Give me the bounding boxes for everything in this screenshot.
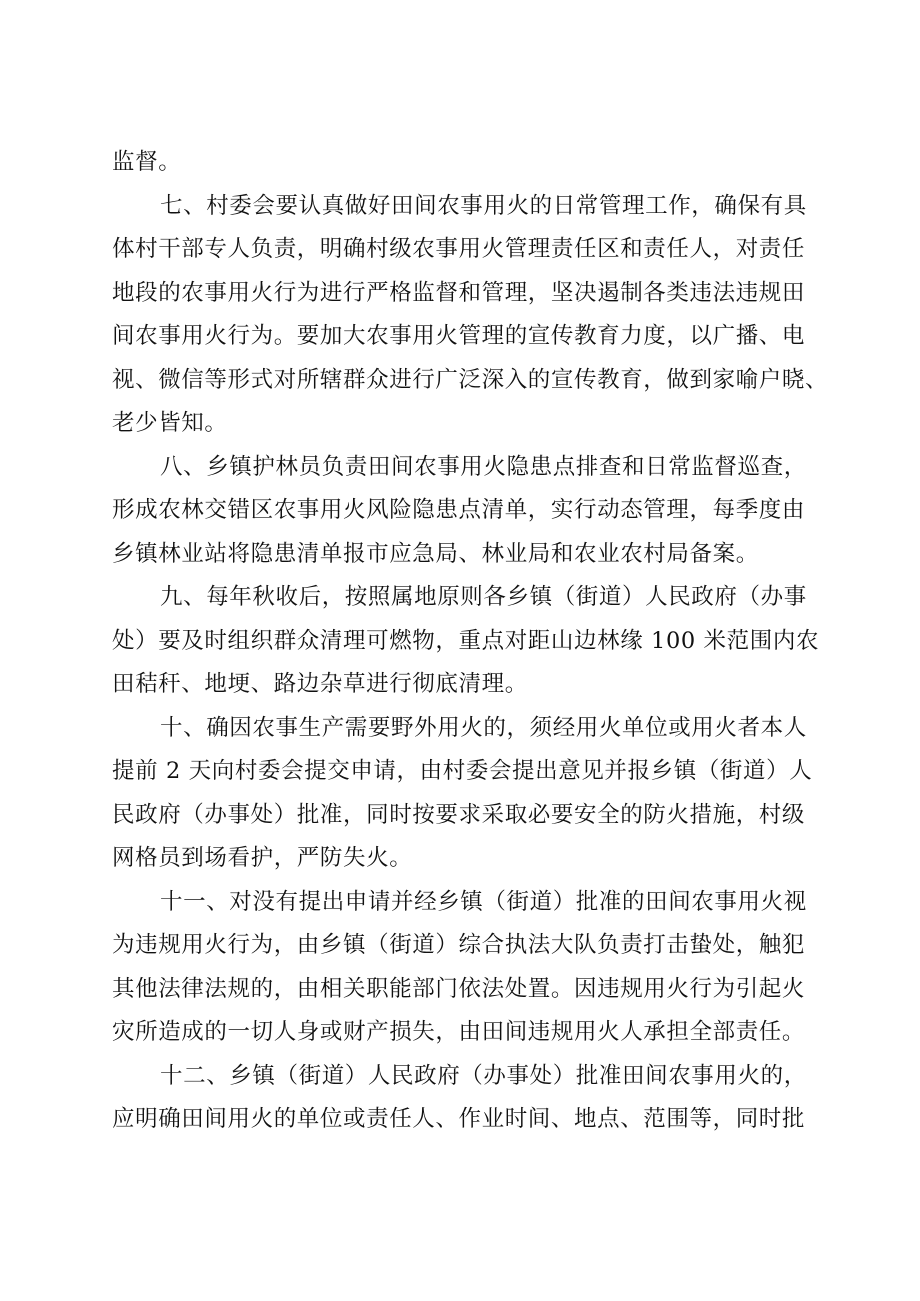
- text-line: 其他法律法规的，由相关职能部门依法处置。因违规用火行为引起火: [112, 975, 806, 1002]
- document-body: [112, 141, 829, 1142]
- text-line: 应明确田间用火的单位或责任人、作业时间、地点、范围等，同时批: [112, 1106, 806, 1132]
- paragraph-9-line: 九、每年秋收后，按照属地原则各乡镇（街道）人民政府（办事: [160, 584, 807, 610]
- text-line: 网格员到场看护，严防失火。: [112, 845, 413, 871]
- text-line: 老少皆知。: [112, 410, 228, 436]
- text-line: 灾所造成的一切人身或财产损失，由田间违规用火人承担全部责任。: [112, 1019, 806, 1045]
- text-line: 地段的农事用火行为进行严格监督和管理，坚决遏制各类违法违规田: [112, 279, 806, 306]
- text-line: 田秸秆、地埂、路边杂草进行彻底清理。: [112, 671, 528, 697]
- text-line: 体村干部专人负责，明确村级农事用火管理责任区和责任人，对责任: [112, 236, 806, 262]
- text-line: 间农事用火行为。要加大农事用火管理的宣传教育力度，以广播、电: [112, 323, 806, 349]
- paragraph-12-line: 十二、乡镇（街道）人民政府（办事处）批准田间农事用火的，: [160, 1062, 807, 1089]
- paragraph-8-line: 八、乡镇护林员负责田间农事用火隐患点排查和日常监督巡查，: [160, 453, 807, 480]
- text-line: 形成农林交错区农事用火风险隐患点清单，实行动态管理，每季度由: [112, 497, 806, 523]
- text-line: 民政府（办事处）批准，同时按要求采取必要安全的防火措施，村级: [112, 801, 806, 828]
- text-line: 视、微信等形式对所辖群众进行广泛深入的宣传教育，做到家喻户晓、: [112, 366, 829, 393]
- paragraph-7-line: 七、村委会要认真做好田间农事用火的日常管理工作，确保有具: [160, 192, 807, 219]
- text-line: 监督。: [112, 149, 182, 175]
- paragraph-10-line: 十、确因农事生产需要野外用火的，须经用火单位或用火者本人: [160, 714, 807, 741]
- text-line: 提前 2 天向村委会提交申请，由村委会提出意见并报乡镇（街道）人: [112, 758, 813, 784]
- text-line: 为违规用火行为，由乡镇（街道）综合执法大队负责打击蛰处，触犯: [112, 932, 806, 958]
- text-line: 处）要及时组织群众清理可燃物，重点对距山边林缘 100 米范围内农: [112, 627, 820, 654]
- text-line: 乡镇林业站将隐患清单报市应急局、林业局和农业农村局备案。: [112, 540, 759, 567]
- paragraph-11-line: 十一、对没有提出申请并经乡镇（街道）批准的田间农事用火视: [160, 888, 807, 915]
